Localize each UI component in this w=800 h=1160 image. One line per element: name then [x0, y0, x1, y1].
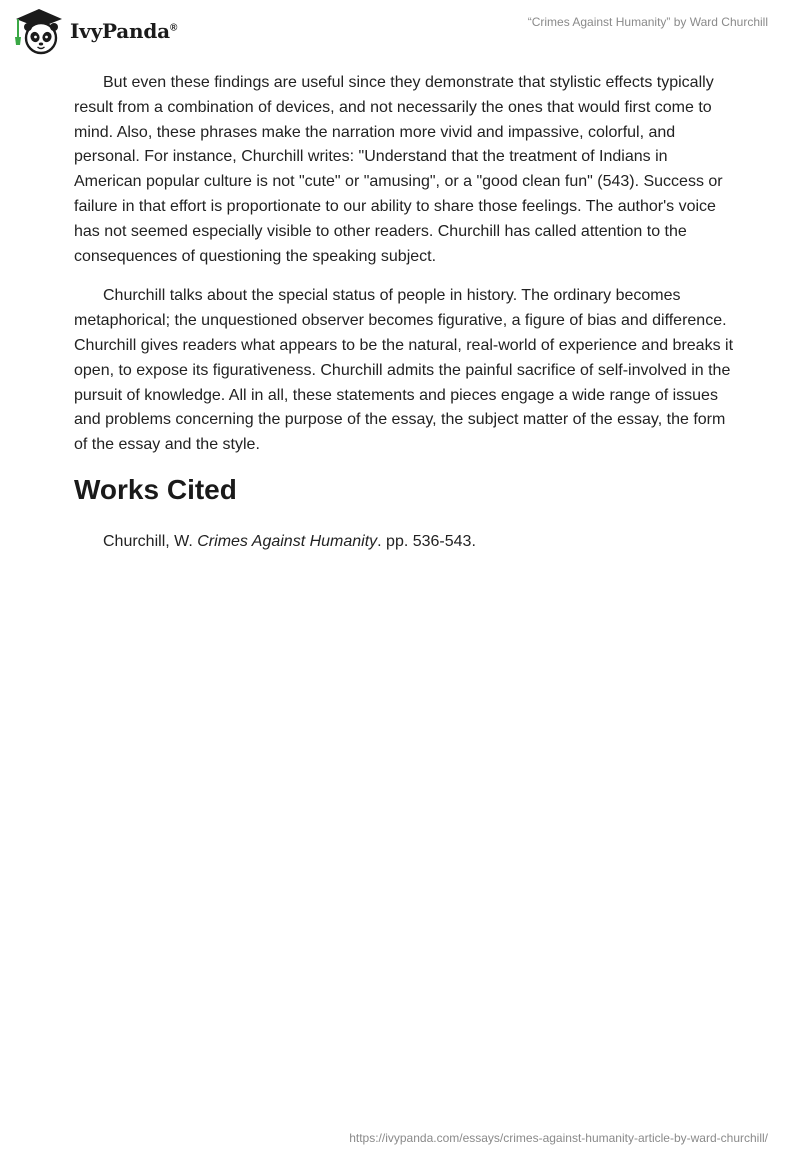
page-header: [0, 0, 800, 64]
ivypanda-logo[interactable]: [14, 7, 177, 55]
body-paragraph: Churchill talks about the special status of people in history. The ordinary becomes metaphorical; the unquestioned observer becomes figurative, a figure of bias and difference. Churchill gives readers what appears to be the natural, real-world of experience and breaks it open, to expose its figurativeness. Churchill admits the painful sacrifice of self-involved in the pursuit of knowledge. All in all, these statements and pieces engage a wide range of issues and problems concerning the purpose of the essay, the subject matter of the essay, the form of the essay and the style.: [74, 287, 734, 454]
citation-title: Crimes Against Humanity: [197, 532, 378, 550]
body-paragraph: But even these findings are useful since they demonstrate that stylistic effects typically result from a combination of devices, and not necessarily the ones that would first come to mind. Also, these phrases make the narration more vivid and impassive, colorful, and personal. For instance, Churchill writes: "Understand that the treatment of Indians in American popular culture is not "cute" or "amusing", or a "good clean fun" (543). Success or failure in that effort is proportionate to our ability to share those feelings. The author's voice has not seemed especially visible to other readers. Churchill has called attention to the consequences of questioning the speaking subject.: [74, 74, 723, 265]
works-cited-heading: Works Cited: [74, 473, 237, 505]
citation-entry: [74, 530, 734, 554]
footer-source-url[interactable]: https://ivypanda.com/essays/crimes-against-humanity-article-by-ward-churchill/: [349, 1131, 768, 1145]
essay-content: [74, 71, 734, 554]
panda-graduate-logo-icon: [14, 7, 64, 55]
citation-author: Churchill, W.: [103, 532, 198, 550]
brand-name: IvyPanda®: [70, 19, 178, 43]
document-title: “Crimes Against Humanity” by Ward Churchill: [527, 15, 768, 29]
citation-pages: . pp. 536-543.: [377, 532, 476, 550]
